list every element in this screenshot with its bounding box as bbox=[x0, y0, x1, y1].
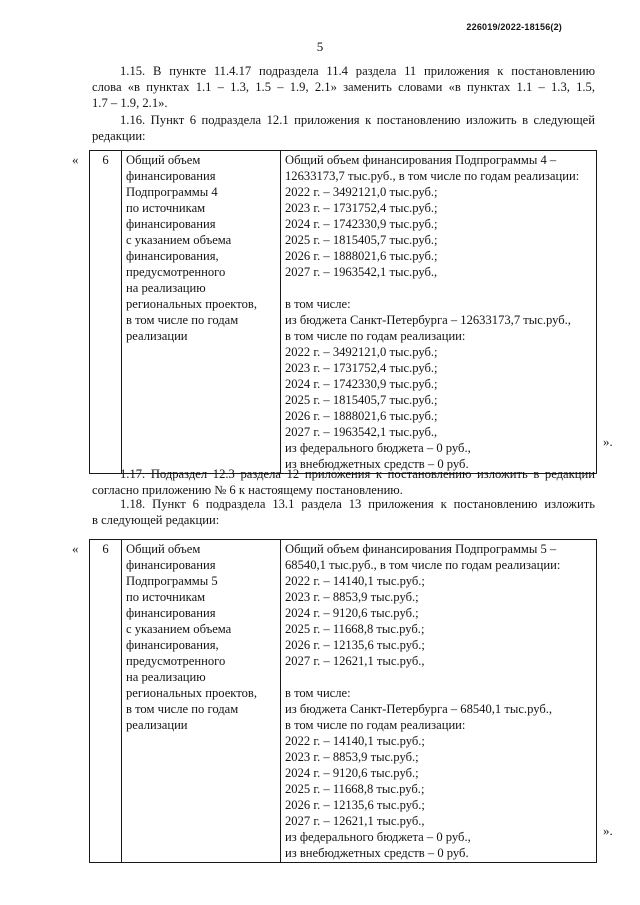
value-line: из внебюджетных средств – 0 руб. bbox=[285, 846, 469, 860]
value-line: 2027 г. – 1963542,1 тыс.руб., bbox=[285, 425, 438, 439]
value-line: 12633173,7 тыс.руб., в том числе по годам реализации: bbox=[285, 169, 580, 183]
page-number: 5 bbox=[316, 39, 324, 54]
table-row bbox=[90, 151, 597, 474]
value-line: в том числе по годам реализации: bbox=[285, 718, 466, 732]
value-line: из внебюджетных средств – 0 руб. bbox=[285, 457, 469, 471]
value-line: 2025 г. – 1815405,7 тыс.руб.; bbox=[285, 393, 438, 407]
name-line: Общий объем bbox=[126, 542, 201, 556]
name-line: по источникам bbox=[126, 590, 206, 604]
name-line: финансирования bbox=[126, 558, 216, 572]
paragraph-1-17 bbox=[92, 466, 595, 498]
name-line: по источникам bbox=[126, 201, 206, 215]
value-line: из федерального бюджета – 0 руб., bbox=[285, 830, 471, 844]
value-line: 2026 г. – 12135,6 тыс.руб.; bbox=[285, 638, 425, 652]
name-line: с указанием объема bbox=[126, 233, 232, 247]
value-line: 2026 г. – 1888021,6 тыс.руб.; bbox=[285, 249, 438, 263]
close-quote: ». bbox=[603, 823, 613, 838]
name-line: предусмотренного bbox=[126, 265, 226, 279]
value-line-blank bbox=[285, 280, 592, 296]
value-line: 2027 г. – 1963542,1 тыс.руб., bbox=[285, 265, 438, 279]
financing-table-subprogram-4 bbox=[89, 150, 597, 474]
paragraph-line: 1.17. Подраздел 12.3 раздела 12 приложения к постановлению изложить в редакции bbox=[120, 467, 595, 481]
name-line: Подпрограммы 4 bbox=[126, 185, 218, 199]
close-quote: ». bbox=[603, 434, 613, 449]
item-name-cell bbox=[122, 151, 281, 474]
value-line: 2023 г. – 1731752,4 тыс.руб.; bbox=[285, 201, 438, 215]
paragraph-line: 1.18. Пункт 6 подраздела 13.1 раздела 13 приложения к постановлению изложить bbox=[120, 497, 595, 511]
value-line: из бюджета Санкт-Петербурга – 68540,1 тыс.руб., bbox=[285, 702, 553, 716]
value-line: в том числе по годам реализации: bbox=[285, 329, 466, 343]
name-line: с указанием объема bbox=[126, 622, 232, 636]
name-line: финансирования, bbox=[126, 638, 219, 652]
item-value-cell bbox=[281, 540, 597, 863]
paragraph-line: согласно приложению № 6 к настоящему постановлению. bbox=[92, 483, 403, 497]
value-line-blank bbox=[285, 669, 592, 685]
paragraph-line: слова «в пунктах 1.1 – 1.3, 1.5 – 1.9, 2.1» заменить словами «в пунктах 1.1 – 1.3, 1.5, bbox=[92, 80, 595, 94]
name-line: предусмотренного bbox=[126, 654, 226, 668]
value-line: 2022 г. – 3492121,0 тыс.руб.; bbox=[285, 185, 438, 199]
item-number-cell: 6 bbox=[90, 540, 122, 863]
table-row bbox=[90, 540, 597, 863]
value-line: 68540,1 тыс.руб., в том числе по годам реализации: bbox=[285, 558, 561, 572]
item-number-cell: 6 bbox=[90, 151, 122, 474]
name-line: региональных проектов, bbox=[126, 686, 257, 700]
paragraph-line: 1.7 – 1.9, 2.1». bbox=[92, 96, 168, 110]
open-quote: « bbox=[72, 541, 79, 556]
value-line: 2023 г. – 8853,9 тыс.руб.; bbox=[285, 590, 419, 604]
value-line: 2023 г. – 1731752,4 тыс.руб.; bbox=[285, 361, 438, 375]
value-line: 2026 г. – 12135,6 тыс.руб.; bbox=[285, 798, 425, 812]
name-line: финансирования bbox=[126, 606, 216, 620]
name-line: региональных проектов, bbox=[126, 297, 257, 311]
name-line: на реализацию bbox=[126, 670, 206, 684]
paragraph-line: в следующей редакции: bbox=[92, 513, 220, 527]
value-line: 2026 г. – 1888021,6 тыс.руб.; bbox=[285, 409, 438, 423]
value-line: 2024 г. – 9120,6 тыс.руб.; bbox=[285, 606, 419, 620]
name-line: реализации bbox=[126, 329, 188, 343]
name-line: на реализацию bbox=[126, 281, 206, 295]
value-line: 2022 г. – 3492121,0 тыс.руб.; bbox=[285, 345, 438, 359]
value-line: 2025 г. – 1815405,7 тыс.руб.; bbox=[285, 233, 438, 247]
paragraph-1-16 bbox=[92, 112, 595, 144]
value-line: 2024 г. – 1742330,9 тыс.руб.; bbox=[285, 377, 438, 391]
name-line: в том числе по годам bbox=[126, 313, 239, 327]
name-line: в том числе по годам bbox=[126, 702, 239, 716]
document-number: 226019/2022-18156(2) bbox=[466, 22, 562, 32]
item-name-cell bbox=[122, 540, 281, 863]
name-line: Подпрограммы 5 bbox=[126, 574, 218, 588]
name-line: финансирования, bbox=[126, 249, 219, 263]
item-value-cell bbox=[281, 151, 597, 474]
value-line: 2023 г. – 8853,9 тыс.руб.; bbox=[285, 750, 419, 764]
paragraph-1-18 bbox=[92, 496, 595, 528]
value-line: в том числе: bbox=[285, 297, 351, 311]
value-line: 2025 г. – 11668,8 тыс.руб.; bbox=[285, 782, 425, 796]
paragraph-1-15 bbox=[92, 63, 595, 111]
paragraph-line: 1.16. Пункт 6 подраздела 12.1 приложения к постановлению изложить в следующей bbox=[120, 113, 595, 127]
name-line: финансирования bbox=[126, 217, 216, 231]
value-line: из бюджета Санкт-Петербурга – 12633173,7 тыс.руб., bbox=[285, 313, 571, 327]
paragraph-line: редакции: bbox=[92, 129, 146, 143]
value-line: 2024 г. – 9120,6 тыс.руб.; bbox=[285, 766, 419, 780]
open-quote: « bbox=[72, 152, 79, 167]
paragraph-line: 1.15. В пункте 11.4.17 подраздела 11.4 раздела 11 приложения к постановлению bbox=[120, 64, 595, 78]
name-line: реализации bbox=[126, 718, 188, 732]
financing-table-subprogram-5 bbox=[89, 539, 597, 863]
value-line: 2025 г. – 11668,8 тыс.руб.; bbox=[285, 622, 425, 636]
value-line: Общий объем финансирования Подпрограммы 4 – bbox=[285, 153, 557, 167]
value-line: 2022 г. – 14140,1 тыс.руб.; bbox=[285, 574, 425, 588]
value-line: 2022 г. – 14140,1 тыс.руб.; bbox=[285, 734, 425, 748]
name-line: финансирования bbox=[126, 169, 216, 183]
value-line: 2027 г. – 12621,1 тыс.руб., bbox=[285, 654, 425, 668]
value-line: из федерального бюджета – 0 руб., bbox=[285, 441, 471, 455]
value-line: Общий объем финансирования Подпрограммы 5 – bbox=[285, 542, 557, 556]
value-line: 2024 г. – 1742330,9 тыс.руб.; bbox=[285, 217, 438, 231]
value-line: в том числе: bbox=[285, 686, 351, 700]
value-line: 2027 г. – 12621,1 тыс.руб., bbox=[285, 814, 425, 828]
name-line: Общий объем bbox=[126, 153, 201, 167]
